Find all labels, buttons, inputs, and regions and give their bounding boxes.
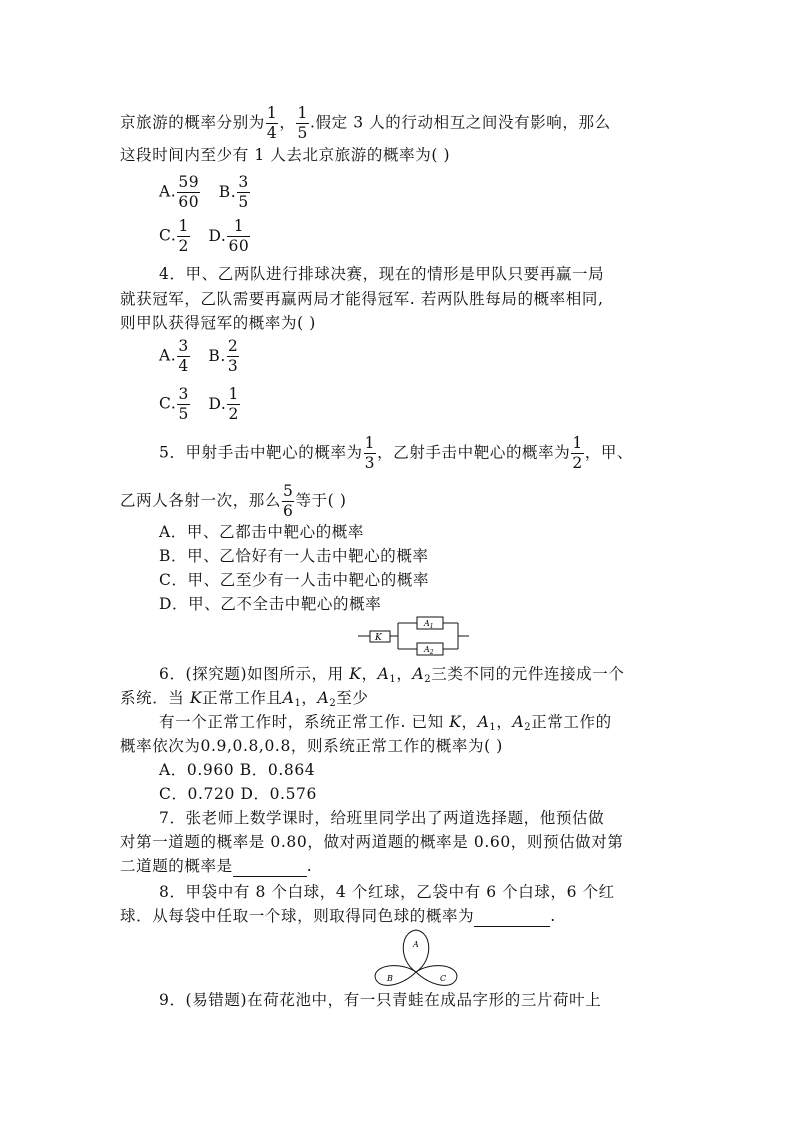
q3-line1: 京旅游的概率分别为 $\frac{1}{4}$ ， $\frac{1}{5}$ .假定 3 人的行动相互之间没有影响，那么 — [120, 104, 611, 142]
option-b-fraction: $\frac{2}{3}$ — [227, 337, 239, 375]
circuit-diagram — [355, 612, 475, 658]
q4-line2: 就获冠军，乙队需要再赢两局才能得冠军. 若两队胜每局的概率相同, — [120, 290, 604, 308]
option-d-fraction: $\frac{1}{2}$ — [228, 385, 239, 423]
q6-options-cd: C．0.720 D．0.576 — [159, 785, 317, 803]
q7-line2: 对第一道题的概率是 0.80，做对两道题的概率是 0.60，则预估做对第 — [120, 833, 624, 851]
q7-line3: 二道题的概率是 . — [120, 857, 313, 875]
q6-line1: 6．(探究题)如图所示，用 K，$A_1$，$A_2$三类不同的元件连接成一个 — [159, 665, 625, 685]
label-a2: A — [424, 645, 430, 654]
option-c-fraction: $\frac{3}{5}$ — [178, 385, 189, 423]
fraction: $\frac{1}{3}$ — [364, 434, 376, 472]
leaf-b-label: B — [387, 974, 393, 983]
q4-line1: 4．甲、乙两队进行排球决赛，现在的情形是甲队只要再赢一局 — [159, 265, 605, 283]
q4-options-cd: C. $\frac{3}{5}$ D. $\frac{1}{2}$ — [159, 385, 239, 423]
q6-line3: 有一个正常工作时，系统正常工作. 已知 K，$A_1$，$A_2$正常工作的 — [159, 713, 612, 733]
fraction: $\frac{1}{2}$ — [572, 434, 583, 472]
q5-line2: 乙两人各射一次，那么 $\frac{5}{6}$ 等于( ) — [120, 482, 347, 520]
fraction: $\frac{1}{5}$ — [297, 104, 308, 142]
answer-blank[interactable] — [474, 906, 550, 927]
label-k: K — [375, 633, 382, 643]
fraction: $\frac{1}{4}$ — [266, 104, 278, 142]
q4-options-ab: A. $\frac{3}{4}$ B. $\frac{2}{3}$ — [159, 337, 239, 375]
label-a1: A — [424, 619, 430, 628]
option-c-fraction: $\frac{1}{2}$ — [178, 217, 189, 255]
svg-text:A2: $A_2$ — [424, 645, 434, 656]
q8-line1: 8．甲袋中有 8 个白球，4 个红球，乙袋中有 6 个白球，6 个红 — [159, 883, 615, 901]
q6-line2: 系统．当 K正常工作且$A_1$，$A_2$至少 — [120, 689, 369, 709]
leaf-a-label: A — [413, 940, 419, 949]
q5-option-c: C．甲、乙至少有一人击中靶心的概率 — [159, 571, 430, 589]
q5-option-a: A．甲、乙都击中靶心的概率 — [159, 523, 364, 541]
leaf-c-label: C — [440, 974, 447, 983]
q3-options-ab: A. $\frac{59}{60}$ B. $\frac{3}{5}$ — [159, 173, 249, 211]
svg-text:A1: $A_1$ — [424, 619, 434, 630]
fraction: $\frac{5}{6}$ — [283, 482, 294, 520]
q6-options-ab: A．0.960 B．0.864 — [159, 761, 316, 779]
option-a-fraction: $\frac{59}{60}$ — [178, 173, 200, 211]
answer-blank[interactable] — [233, 856, 307, 877]
option-d-fraction: $\frac{1}{60}$ — [228, 217, 250, 255]
q9-line1: 9．(易错题)在荷花池中，有一只青蛙在成品字形的三片荷叶上 — [159, 991, 602, 1009]
q3-options-cd: C. $\frac{1}{2}$ D. $\frac{1}{60}$ — [159, 217, 250, 255]
q5-line1: 5．甲射手击中靶心的概率为 $\frac{1}{3}$ ，乙射手击中靶心的概率为 $\frac{1}{2}$ ，甲、 — [159, 434, 634, 472]
q7-line1: 7．张老师上数学课时，给班里同学出了两道选择题，他预估做 — [159, 809, 605, 827]
q6-line4: 概率依次为0.9,0.8,0.8，则系统正常工作的概率为( ) — [120, 737, 503, 755]
q8-line2: 球．从每袋中任取一个球，则取得同色球的概率为 . — [120, 907, 556, 925]
q4-line3: 则甲队获得冠军的概率为( ) — [120, 314, 316, 332]
option-a-fraction: $\frac{3}{4}$ — [178, 337, 189, 375]
lotus-leaves-diagram — [368, 926, 464, 992]
q3-line2: 这段时间内至少有 1 人去北京旅游的概率为( ) — [120, 146, 451, 164]
q5-option-b: B．甲、乙恰好有一人击中靶心的概率 — [159, 547, 429, 565]
option-b-fraction: $\frac{3}{5}$ — [238, 173, 249, 211]
q5-option-d: D．甲、乙不全击中靶心的概率 — [159, 595, 382, 613]
